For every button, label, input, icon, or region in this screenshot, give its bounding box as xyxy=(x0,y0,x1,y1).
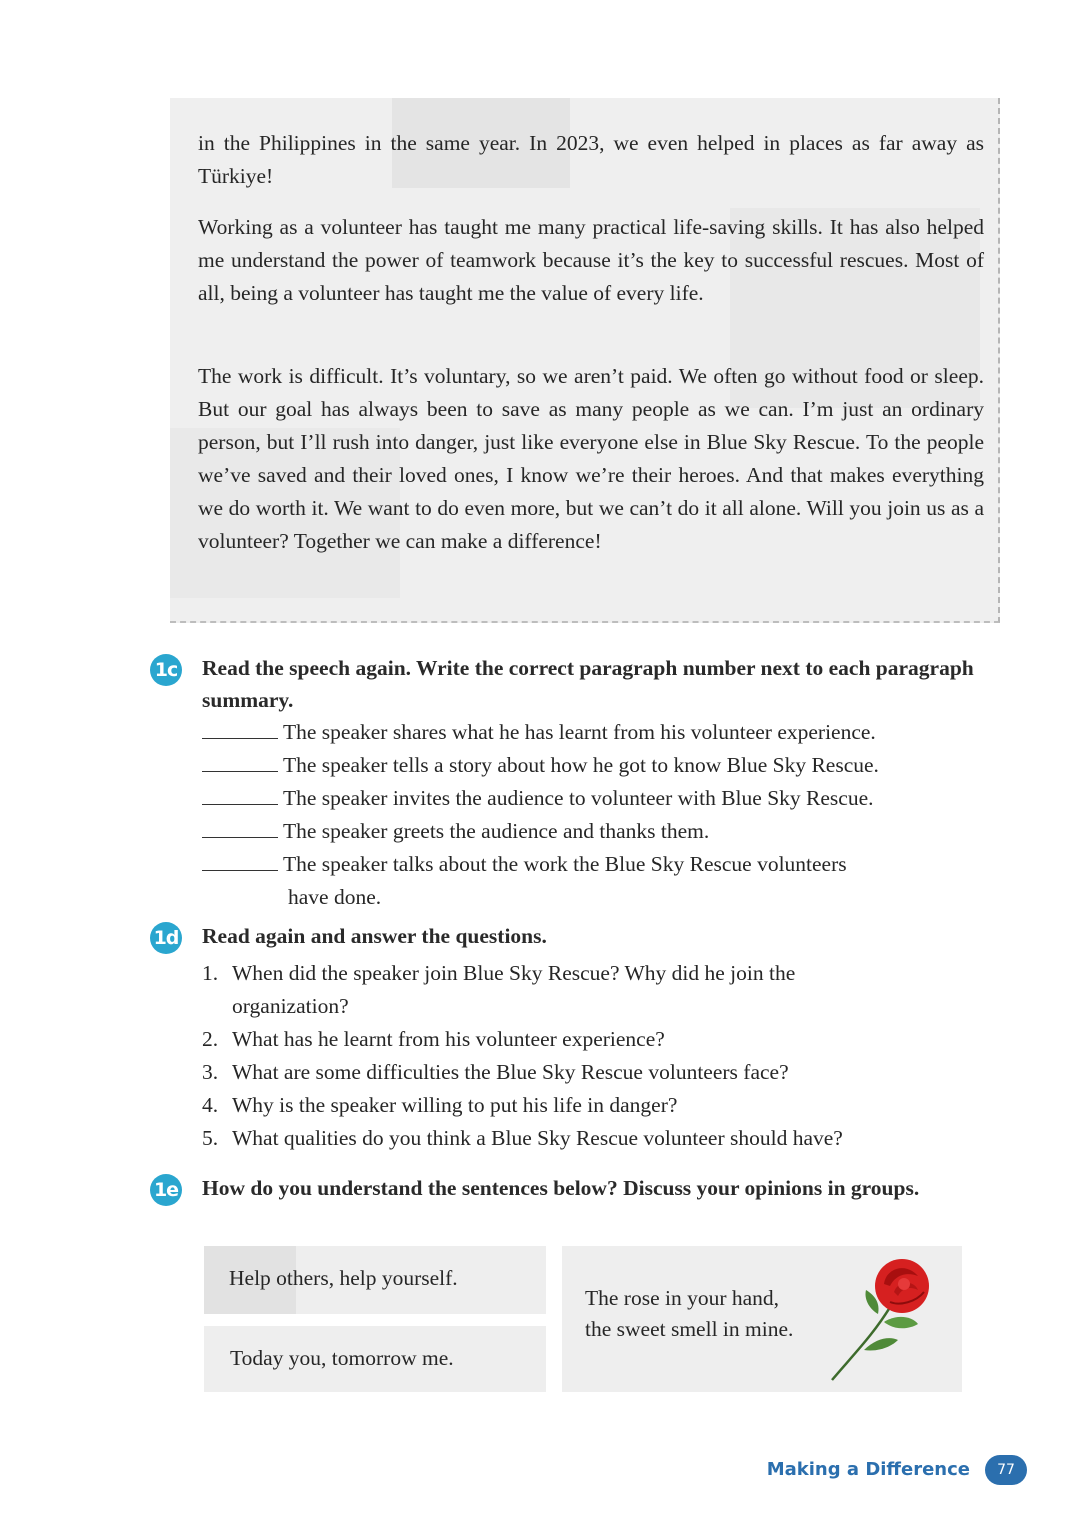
summary-text: The speaker invites the audience to volunteer with Blue Sky Rescue. xyxy=(283,786,874,810)
summary-row xyxy=(202,716,1002,749)
summary-text: The speaker shares what he has learnt from his volunteer experience. xyxy=(283,720,876,744)
quote-text: Today you, tomorrow me. xyxy=(230,1346,454,1370)
question-item xyxy=(202,1023,1002,1056)
question-item xyxy=(202,957,1002,990)
task-instruction: How do you understand the sentences below? Discuss your opinions in groups. xyxy=(202,1176,920,1200)
question-text: What are some difficulties the Blue Sky Rescue volunteers face? xyxy=(232,1060,789,1084)
question-text-continued: organization? xyxy=(232,994,349,1018)
summary-text: The speaker talks about the work the Blue Sky Rescue volunteers xyxy=(283,852,847,876)
speech-paragraph: in the Philippines in the same year. In 2023, we even helped in places as far away as Türkiye! xyxy=(198,131,984,188)
question-item xyxy=(202,1122,1002,1155)
quote-box xyxy=(204,1326,546,1392)
summary-row xyxy=(202,749,1002,782)
question-number: 5. xyxy=(202,1126,219,1150)
question-number: 1. xyxy=(202,961,219,985)
summary-row xyxy=(202,848,1002,881)
task-badge: 1e xyxy=(150,1174,182,1206)
question-number: 4. xyxy=(202,1093,219,1117)
summary-text: The speaker greets the audience and thanks them. xyxy=(283,819,710,843)
page-number: 77 xyxy=(985,1455,1027,1485)
task-badge: 1d xyxy=(150,922,182,954)
rose-icon xyxy=(824,1254,954,1384)
question-text: When did the speaker join Blue Sky Rescue? Why did he join the xyxy=(232,961,796,985)
quote-text: The rose in your hand, xyxy=(585,1286,780,1310)
summary-text: The speaker tells a story about how he got to know Blue Sky Rescue. xyxy=(283,753,879,777)
speech-paragraph: The work is difficult. It’s voluntary, so we aren’t paid. We often go without food or sleep. But our goal has always been to save as many people as we can. I’m just an ordinary person, but I’ll rush into danger, just like everyone else in Blue Sky Rescue. To the people we’ve saved and their loved ones, I know we’re their heroes. And that makes everything we do worth it. We want to do even more, but we can’t do it all alone. Will you join us as a volunteer? Together we can make a difference! xyxy=(198,364,984,553)
answer-blank[interactable] xyxy=(202,815,278,838)
speech-text-box xyxy=(170,98,1000,623)
question-text: What has he learnt from his volunteer experience? xyxy=(232,1027,665,1051)
question-text: Why is the speaker willing to put his life in danger? xyxy=(232,1093,678,1117)
question-text: What qualities do you think a Blue Sky Rescue volunteer should have? xyxy=(232,1126,843,1150)
speech-paragraph: Working as a volunteer has taught me many practical life-saving skills. It has also helped me understand the power of teamwork because it’s the key to successful rescues. Most of all, being a volunteer has taught me the value of every life. xyxy=(198,215,984,305)
quote-text: Help others, help yourself. xyxy=(229,1266,458,1290)
question-number: 2. xyxy=(202,1027,219,1051)
task-instruction: Read the speech again. Write the correct paragraph number next to each paragraph summary. xyxy=(202,656,974,712)
answer-blank[interactable] xyxy=(202,848,278,871)
quote-box-rose xyxy=(562,1246,962,1392)
summary-row xyxy=(202,782,1002,815)
quote-box xyxy=(204,1246,546,1314)
task-instruction: Read again and answer the questions. xyxy=(202,924,547,948)
question-number: 3. xyxy=(202,1060,219,1084)
summary-text-continued: have done. xyxy=(288,885,382,909)
question-item xyxy=(202,1056,1002,1089)
unit-title: Making a Difference xyxy=(766,1459,970,1480)
quote-text: the sweet smell in mine. xyxy=(585,1317,794,1341)
summary-row xyxy=(202,815,1002,848)
answer-blank[interactable] xyxy=(202,716,278,739)
answer-blank[interactable] xyxy=(202,749,278,772)
answer-blank[interactable] xyxy=(202,782,278,805)
task-badge: 1c xyxy=(150,654,182,686)
question-item xyxy=(202,1089,1002,1122)
